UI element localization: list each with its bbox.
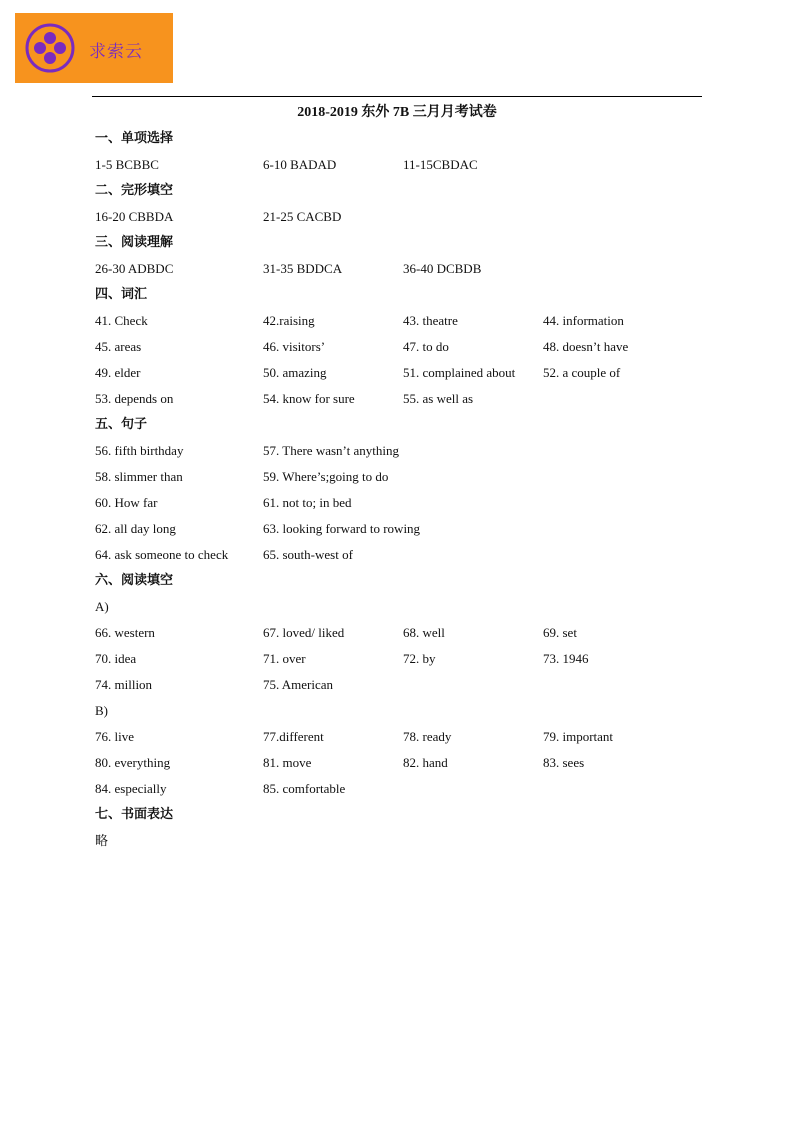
answer-cell: 83. sees <box>543 755 585 770</box>
answer-cell: 57. There wasn’t anything <box>263 443 399 458</box>
answer-cell: 46. visitors’ <box>263 339 326 354</box>
answer-cell: 26-30 ADBDC <box>95 261 174 276</box>
section-heading-text: 二、完形填空 <box>95 183 174 198</box>
answer-cell: 85. comfortable <box>263 781 346 796</box>
answer-cell: 42.raising <box>263 313 315 328</box>
section-heading-text: 四、词汇 <box>95 287 148 302</box>
answer-cell: 54. know for sure <box>263 391 355 406</box>
answer-row <box>95 464 715 490</box>
answer-row <box>95 594 715 620</box>
section-heading <box>95 568 715 594</box>
answer-cell: 36-40 DCBDB <box>403 261 482 276</box>
answer-row <box>95 646 715 672</box>
section-heading-text: 七、书面表达 <box>95 807 174 822</box>
answer-cell: 49. elder <box>95 365 141 380</box>
answer-row <box>95 620 715 646</box>
answer-cell: 68. well <box>403 625 445 640</box>
answer-row <box>95 672 715 698</box>
answer-cell: 59. Where’s;going to do <box>263 469 389 484</box>
answer-cell: 62. all day long <box>95 521 176 536</box>
section-heading <box>95 126 715 152</box>
answer-row <box>95 698 715 724</box>
answer-cell: 56. fifth birthday <box>95 443 184 458</box>
answer-cell: 63. looking forward to rowing <box>263 521 421 536</box>
answer-cell: 82. hand <box>403 755 448 770</box>
answer-cell: 66. western <box>95 625 155 640</box>
answer-row <box>95 256 715 282</box>
answer-row <box>95 724 715 750</box>
answer-cell: 75. American <box>263 677 334 692</box>
answer-cell: 67. loved/ liked <box>263 625 345 640</box>
answer-row <box>95 828 715 854</box>
section-heading <box>95 802 715 828</box>
answer-row <box>95 204 715 230</box>
answer-row <box>95 750 715 776</box>
answer-cell: 71. over <box>263 651 306 666</box>
answer-row <box>95 152 715 178</box>
answer-cell: 81. move <box>263 755 312 770</box>
answer-cell: 84. especially <box>95 781 167 796</box>
page-title: 2018-2019 东外 7B 三月月考试卷 <box>297 105 497 120</box>
answer-cell: 61. not to; in bed <box>263 495 352 510</box>
answer-cell: 58. slimmer than <box>95 469 183 484</box>
answer-row <box>95 516 715 542</box>
answer-row <box>95 360 715 386</box>
brand-logo <box>15 13 173 83</box>
answer-cell: 41. Check <box>95 313 148 328</box>
section-heading-text: 一、单项选择 <box>95 131 174 146</box>
answer-row <box>95 308 715 334</box>
answer-cell: 60. How far <box>95 495 158 510</box>
answer-cell: 47. to do <box>403 339 449 354</box>
answer-row <box>95 776 715 802</box>
answer-row <box>95 490 715 516</box>
answer-cell: 80. everything <box>95 755 171 770</box>
answer-cell: 69. set <box>543 625 577 640</box>
answer-cell: 78. ready <box>403 729 452 744</box>
answer-row <box>95 334 715 360</box>
section-heading-text: 三、阅读理解 <box>95 235 174 250</box>
header-divider <box>92 96 702 97</box>
answer-cell: 1-5 BCBBC <box>95 157 159 172</box>
answer-cell: 72. by <box>403 651 436 666</box>
answer-row <box>95 542 715 568</box>
answer-cell: 73. 1946 <box>543 651 589 666</box>
answer-cell: 16-20 CBBDA <box>95 209 174 224</box>
section-heading <box>95 178 715 204</box>
answer-cell: 略 <box>95 833 109 848</box>
answer-cell: 50. amazing <box>263 365 327 380</box>
answer-key <box>95 126 715 854</box>
answer-cell: 44. information <box>543 313 624 328</box>
answer-row <box>95 386 715 412</box>
answer-cell: 51. complained about <box>403 365 516 380</box>
section-heading <box>95 282 715 308</box>
answer-cell: 79. important <box>543 729 614 744</box>
answer-cell: 31-35 BDDCA <box>263 261 343 276</box>
answer-cell: 43. theatre <box>403 313 458 328</box>
answer-cell: 65. south-west of <box>263 547 353 562</box>
answer-cell: 11-15CBDAC <box>403 157 478 172</box>
answer-cell: 77.different <box>263 729 324 744</box>
answer-cell: 52. a couple of <box>543 365 621 380</box>
section-heading-text: 六、阅读填空 <box>95 573 174 588</box>
answer-cell: 74. million <box>95 677 153 692</box>
answer-cell: 45. areas <box>95 339 142 354</box>
section-heading-text: 五、句子 <box>95 417 148 432</box>
answer-cell: 55. as well as <box>403 391 474 406</box>
answer-cell: 76. live <box>95 729 134 744</box>
answer-cell: 64. ask someone to check <box>95 547 229 562</box>
answer-row <box>95 438 715 464</box>
answer-cell: 70. idea <box>95 651 137 666</box>
answer-cell: 6-10 BADAD <box>263 157 337 172</box>
section-heading <box>95 412 715 438</box>
answer-cell: 53. depends on <box>95 391 174 406</box>
answer-cell: A) <box>95 599 109 614</box>
answer-cell: 21-25 CACBD <box>263 209 342 224</box>
answer-cell: B) <box>95 703 108 718</box>
answer-cell: 48. doesn’t have <box>543 339 629 354</box>
clover-logo-icon <box>22 23 78 73</box>
section-heading <box>95 230 715 256</box>
logo-text: 求索云 <box>89 42 143 62</box>
